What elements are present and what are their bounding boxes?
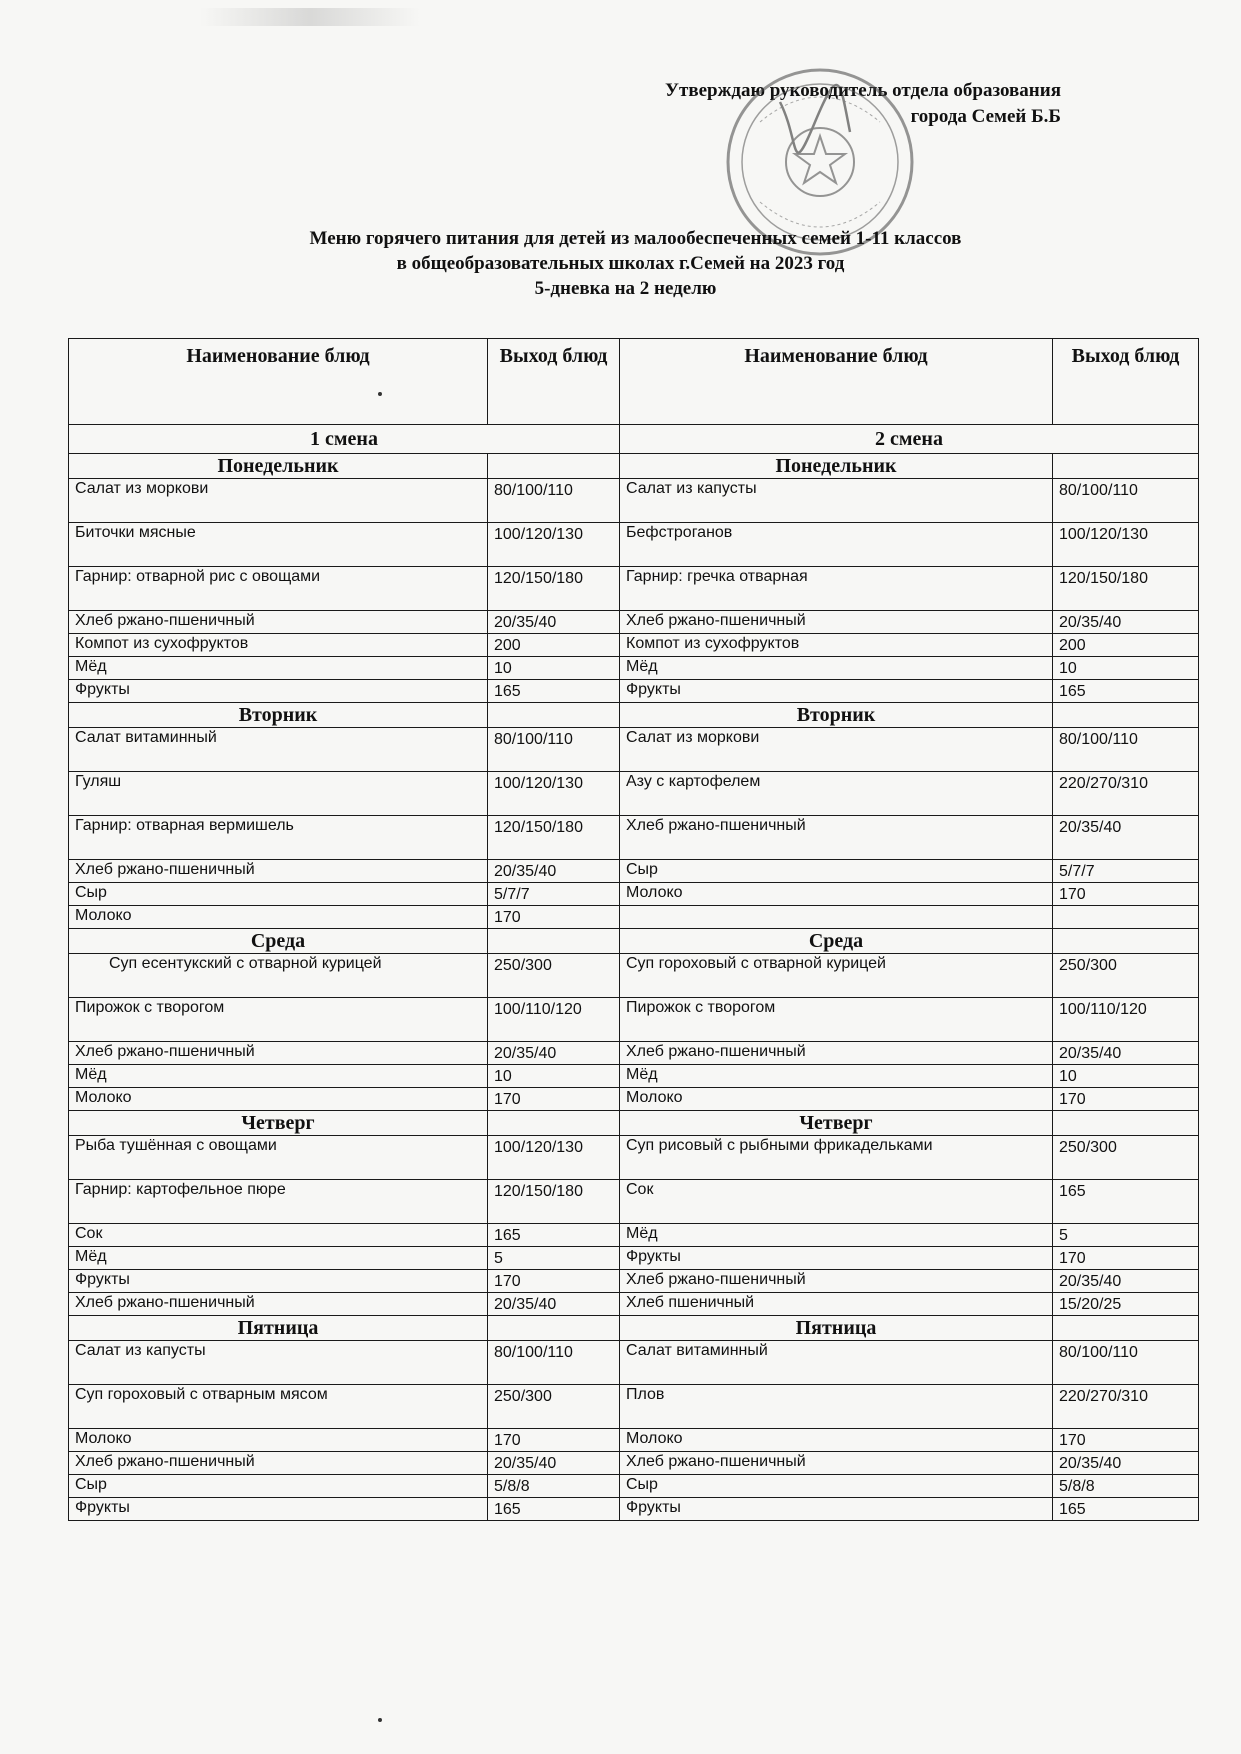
day-empty-cell (1053, 454, 1199, 479)
dish-name-shift-1: Молоко (69, 906, 488, 929)
output-shift-2: 80/100/110 (1053, 728, 1199, 772)
output-shift-1: 5 (488, 1247, 620, 1270)
output-shift-1: 20/35/40 (488, 1452, 620, 1475)
title-line-1: Меню горячего питания для детей из малообеспеченных семей 1-11 классов (309, 228, 962, 249)
table-row (69, 1224, 1199, 1247)
output-shift-1: 20/35/40 (488, 1293, 620, 1316)
dish-name-shift-1: Хлеб ржано-пшеничный (69, 611, 488, 634)
day-empty-cell (488, 929, 620, 954)
output-shift-1: 80/100/110 (488, 479, 620, 523)
output-shift-1: 120/150/180 (488, 816, 620, 860)
dish-name-shift-2: Азу с картофелем (620, 772, 1053, 816)
table-row (69, 1136, 1199, 1180)
approval-line-1: Утверждаю руководитель отдела образования (665, 80, 1061, 101)
approval-line-2: города Семей Б.Б (910, 106, 1061, 127)
output-shift-1: 165 (488, 1498, 620, 1521)
day-empty-cell (488, 454, 620, 479)
output-shift-1: 10 (488, 1065, 620, 1088)
output-shift-2: 170 (1053, 1429, 1199, 1452)
dish-name-shift-2: Сок (620, 1180, 1053, 1224)
day-empty-cell (1053, 929, 1199, 954)
output-shift-1: 100/120/130 (488, 772, 620, 816)
header-output-2: Выход блюд (1053, 339, 1199, 425)
table-row (69, 1042, 1199, 1065)
day-empty-cell (1053, 1316, 1199, 1341)
output-shift-2: 100/120/130 (1053, 523, 1199, 567)
dish-name-shift-1: Сыр (69, 883, 488, 906)
day-row-3 (69, 1111, 1199, 1136)
table-row (69, 634, 1199, 657)
dish-name-shift-2: Сыр (620, 1475, 1053, 1498)
dish-name-shift-2: Хлеб ржано-пшеничный (620, 1452, 1053, 1475)
dish-name-shift-1: Пирожок с творогом (69, 998, 488, 1042)
day-name-shift-1: Среда (69, 929, 488, 954)
dish-name-shift-2: Молоко (620, 1088, 1053, 1111)
table-row (69, 1452, 1199, 1475)
table-row (69, 567, 1199, 611)
day-name-shift-2: Четверг (620, 1111, 1053, 1136)
dish-name-shift-1: Хлеб ржано-пшеничный (69, 1293, 488, 1316)
dish-name-shift-2: Фрукты (620, 1498, 1053, 1521)
scan-speck (378, 1718, 382, 1722)
dish-name-shift-1: Сок (69, 1224, 488, 1247)
table-row (69, 728, 1199, 772)
table-row (69, 1247, 1199, 1270)
output-shift-1: 170 (488, 1088, 620, 1111)
day-name-shift-2: Пятница (620, 1316, 1053, 1341)
day-name-shift-1: Пятница (69, 1316, 488, 1341)
output-shift-1: 100/110/120 (488, 998, 620, 1042)
table-row (69, 954, 1199, 998)
dish-name-shift-2: Мёд (620, 657, 1053, 680)
output-shift-1: 120/150/180 (488, 1180, 620, 1224)
shift-row (69, 425, 1199, 454)
day-name-shift-1: Четверг (69, 1111, 488, 1136)
day-empty-cell (1053, 1111, 1199, 1136)
title-line-2: в общеобразовательных школах г.Семей на 2023 год (396, 253, 845, 274)
output-shift-2: 170 (1053, 1088, 1199, 1111)
dish-name-shift-1: Мёд (69, 1247, 488, 1270)
output-shift-2: 220/270/310 (1053, 772, 1199, 816)
output-shift-2: 220/270/310 (1053, 1385, 1199, 1429)
output-shift-2: 165 (1053, 680, 1199, 703)
table-row (69, 906, 1199, 929)
header-dish-name-2: Наименование блюд (620, 339, 1053, 425)
dish-name-shift-1: Салат из моркови (69, 479, 488, 523)
output-shift-2: 200 (1053, 634, 1199, 657)
dish-name-shift-1: Гуляш (69, 772, 488, 816)
dish-name-shift-2: Салат из моркови (620, 728, 1053, 772)
day-row-4 (69, 1316, 1199, 1341)
shift-1-label: 1 смена (69, 425, 620, 454)
output-shift-2: 80/100/110 (1053, 1341, 1199, 1385)
output-shift-2: 120/150/180 (1053, 567, 1199, 611)
dish-name-shift-2: Мёд (620, 1224, 1053, 1247)
table-header-row (69, 339, 1199, 425)
dish-name-shift-1: Мёд (69, 1065, 488, 1088)
dish-name-shift-1: Салат витаминный (69, 728, 488, 772)
output-shift-1: 250/300 (488, 1385, 620, 1429)
dish-name-shift-2: Фрукты (620, 1247, 1053, 1270)
output-shift-2: 80/100/110 (1053, 479, 1199, 523)
dish-name-shift-1: Суп гороховый с отварным мясом (69, 1385, 488, 1429)
output-shift-2 (1053, 906, 1199, 929)
dish-name-shift-1: Компот из сухофруктов (69, 634, 488, 657)
dish-name-shift-1: Салат из капусты (69, 1341, 488, 1385)
dish-name-shift-2: Пирожок с творогом (620, 998, 1053, 1042)
output-shift-1: 100/120/130 (488, 523, 620, 567)
dish-name-shift-2: Мёд (620, 1065, 1053, 1088)
dish-name-shift-2: Хлеб ржано-пшеничный (620, 1042, 1053, 1065)
table-row (69, 816, 1199, 860)
dish-name-shift-2: Суп гороховый с отварной курицей (620, 954, 1053, 998)
dish-name-shift-1: Хлеб ржано-пшеничный (69, 1042, 488, 1065)
table-row (69, 479, 1199, 523)
output-shift-1: 200 (488, 634, 620, 657)
output-shift-2: 250/300 (1053, 1136, 1199, 1180)
day-row-0 (69, 454, 1199, 479)
output-shift-1: 100/120/130 (488, 1136, 620, 1180)
dish-name-shift-1: Биточки мясные (69, 523, 488, 567)
output-shift-2: 170 (1053, 883, 1199, 906)
output-shift-2: 165 (1053, 1180, 1199, 1224)
table-row (69, 772, 1199, 816)
day-name-shift-2: Среда (620, 929, 1053, 954)
dish-name-shift-1: Гарнир: картофельное пюре (69, 1180, 488, 1224)
header-output-1: Выход блюд (488, 339, 620, 425)
day-empty-cell (488, 1316, 620, 1341)
table-row (69, 680, 1199, 703)
output-shift-2: 20/35/40 (1053, 1452, 1199, 1475)
dish-name-shift-1: Суп есентукский с отварной курицей (69, 954, 488, 998)
table-row (69, 1429, 1199, 1452)
output-shift-1: 80/100/110 (488, 1341, 620, 1385)
output-shift-2: 5/7/7 (1053, 860, 1199, 883)
dish-name-shift-2: Молоко (620, 1429, 1053, 1452)
output-shift-1: 5/7/7 (488, 883, 620, 906)
output-shift-2: 165 (1053, 1498, 1199, 1521)
output-shift-1: 20/35/40 (488, 611, 620, 634)
scan-speck (378, 392, 382, 396)
shift-2-label: 2 смена (620, 425, 1199, 454)
output-shift-1: 170 (488, 906, 620, 929)
output-shift-2: 10 (1053, 657, 1199, 680)
dish-name-shift-1: Гарнир: отварной рис с овощами (69, 567, 488, 611)
table-row (69, 860, 1199, 883)
dish-name-shift-1: Молоко (69, 1429, 488, 1452)
output-shift-2: 250/300 (1053, 954, 1199, 998)
output-shift-2: 5 (1053, 1224, 1199, 1247)
table-row (69, 1498, 1199, 1521)
table-row (69, 523, 1199, 567)
table-row (69, 1180, 1199, 1224)
dish-name-shift-1: Молоко (69, 1088, 488, 1111)
table-row (69, 998, 1199, 1042)
dish-name-shift-2: Молоко (620, 883, 1053, 906)
output-shift-1: 120/150/180 (488, 567, 620, 611)
dish-name-shift-2 (620, 906, 1053, 929)
output-shift-2: 20/35/40 (1053, 1270, 1199, 1293)
output-shift-1: 250/300 (488, 954, 620, 998)
output-shift-1: 170 (488, 1270, 620, 1293)
table-row (69, 611, 1199, 634)
table-row (69, 1088, 1199, 1111)
dish-name-shift-2: Хлеб ржано-пшеничный (620, 611, 1053, 634)
dish-name-shift-2: Плов (620, 1385, 1053, 1429)
menu-table (68, 338, 1199, 1521)
dish-name-shift-1: Хлеб ржано-пшеничный (69, 860, 488, 883)
dish-name-shift-2: Фрукты (620, 680, 1053, 703)
output-shift-1: 20/35/40 (488, 860, 620, 883)
document-title (0, 226, 1241, 301)
day-name-shift-1: Вторник (69, 703, 488, 728)
dish-name-shift-2: Хлеб ржано-пшеничный (620, 1270, 1053, 1293)
dish-name-shift-1: Фрукты (69, 1498, 488, 1521)
day-empty-cell (488, 703, 620, 728)
table-row (69, 1475, 1199, 1498)
output-shift-2: 20/35/40 (1053, 1042, 1199, 1065)
day-name-shift-2: Понедельник (620, 454, 1053, 479)
output-shift-1: 5/8/8 (488, 1475, 620, 1498)
dish-name-shift-2: Компот из сухофруктов (620, 634, 1053, 657)
output-shift-1: 165 (488, 680, 620, 703)
day-row-2 (69, 929, 1199, 954)
output-shift-2: 100/110/120 (1053, 998, 1199, 1042)
output-shift-2: 10 (1053, 1065, 1199, 1088)
output-shift-2: 15/20/25 (1053, 1293, 1199, 1316)
dish-name-shift-2: Гарнир: гречка отварная (620, 567, 1053, 611)
day-name-shift-2: Вторник (620, 703, 1053, 728)
dish-name-shift-1: Гарнир: отварная вермишель (69, 816, 488, 860)
dish-name-shift-1: Фрукты (69, 1270, 488, 1293)
table-row (69, 883, 1199, 906)
table-row (69, 657, 1199, 680)
dish-name-shift-2: Салат витаминный (620, 1341, 1053, 1385)
table-row (69, 1270, 1199, 1293)
table-row (69, 1341, 1199, 1385)
header-dish-name-1: Наименование блюд (69, 339, 488, 425)
day-empty-cell (488, 1111, 620, 1136)
output-shift-2: 20/35/40 (1053, 816, 1199, 860)
output-shift-2: 20/35/40 (1053, 611, 1199, 634)
output-shift-1: 10 (488, 657, 620, 680)
dish-name-shift-1: Рыба тушённая с овощами (69, 1136, 488, 1180)
dish-name-shift-1: Фрукты (69, 680, 488, 703)
output-shift-1: 165 (488, 1224, 620, 1247)
dish-name-shift-2: Сыр (620, 860, 1053, 883)
day-row-1 (69, 703, 1199, 728)
dish-name-shift-1: Сыр (69, 1475, 488, 1498)
dish-name-shift-2: Хлеб ржано-пшеничный (620, 816, 1053, 860)
output-shift-1: 170 (488, 1429, 620, 1452)
output-shift-1: 80/100/110 (488, 728, 620, 772)
dish-name-shift-1: Хлеб ржано-пшеничный (69, 1452, 488, 1475)
table-row (69, 1385, 1199, 1429)
dish-name-shift-1: Мёд (69, 657, 488, 680)
output-shift-1: 20/35/40 (488, 1042, 620, 1065)
output-shift-2: 170 (1053, 1247, 1199, 1270)
table-row (69, 1065, 1199, 1088)
day-name-shift-1: Понедельник (69, 454, 488, 479)
table-row (69, 1293, 1199, 1316)
output-shift-2: 5/8/8 (1053, 1475, 1199, 1498)
dish-name-shift-2: Хлеб пшеничный (620, 1293, 1053, 1316)
dish-name-shift-2: Бефстроганов (620, 523, 1053, 567)
dish-name-shift-2: Салат из капусты (620, 479, 1053, 523)
scan-smudge (200, 8, 420, 26)
dish-name-shift-2: Суп рисовый с рыбными фрикадельками (620, 1136, 1053, 1180)
day-empty-cell (1053, 703, 1199, 728)
title-line-3: 5-дневка на 2 неделю (534, 278, 717, 299)
